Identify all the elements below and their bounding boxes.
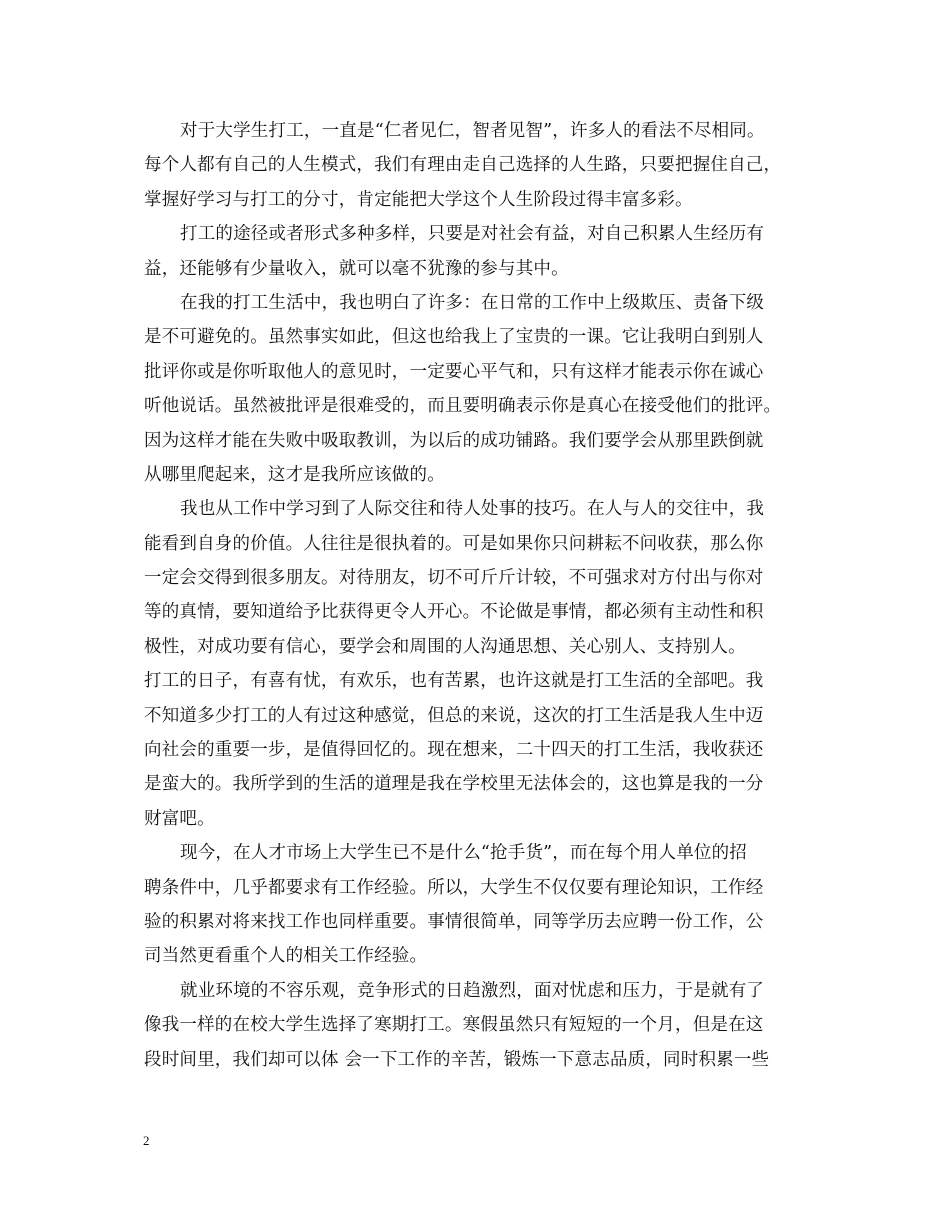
text-line: 司当然更看重个人的相关工作经验。 — [144, 946, 428, 967]
text-line: 对于大学生打工，一直是“仁者见仁，智者见智”，许多人的看法不尽相同。 — [180, 121, 765, 141]
text-line: 听他说话。虽然被批评是很难受的，而且要明确表示你是真心在接受他们的批评。 — [144, 396, 782, 417]
text-line: 从哪里爬起来，这才是我所应该做的。 — [144, 464, 445, 485]
text-line: 在我的打工生活中，我也明白了许多：在日常的工作中上级欺压、责备下级 — [180, 292, 765, 313]
text-line: 是蛮大的。我所学到的生活的道理是我在学校里无法体会的，这也算是我的一分 — [144, 774, 764, 795]
text-line: 向社会的重要一步，是值得回忆的。现在想来，二十四天的打工生活，我收获还 — [144, 740, 764, 761]
text-line: 批评你或是你听取他人的意见时，一定要心平气和，只有这样才能表示你在诚心 — [144, 361, 764, 382]
text-line: 一定会交得到很多朋友。对待朋友，切不可斤斤计较，不可强求对方付出与你对 — [144, 568, 764, 589]
text-line: 我也从工作中学习到了人际交往和待人处事的技巧。在人与人的交往中，我 — [180, 499, 765, 520]
text-line: 每个人都有自己的人生模式，我们有理由走自己选择的人生路，只要把握住自己， — [144, 155, 782, 176]
text-line: 是不可避免的。虽然事实如此，但这也给我上了宝贵的一课。它让我明白到别人 — [144, 327, 764, 348]
text-line: 现今，在人才市场上大学生已不是什么“抢手货”，而在每个用人单位的招 — [180, 843, 747, 864]
text-line: 掌握好学习与打工的分寸，肯定能把大学这个人生阶段过得丰富多彩。 — [144, 189, 693, 210]
document-body — [144, 114, 814, 1077]
text-line: 打工的途径或者形式多种多样，只要是对社会有益，对自己积累人生经历有 — [180, 224, 765, 245]
text-line: 益，还能够有少量收入，就可以毫不犹豫的参与其中。 — [144, 258, 569, 279]
text-line: 能看到自身的价值。人往往是很执着的。可是如果你只问耕耘不问收获，那么你 — [144, 533, 764, 554]
text-line: 就业环境的不容乐观，竞争形式的日趋激烈，面对忧虑和压力，于是就有了 — [180, 980, 765, 1001]
text-line: 聘条件中，几乎都要求有工作经验。所以，大学生不仅仅要有理论知识，工作经 — [144, 877, 764, 898]
text-line: 验的积累对将来找工作也同样重要。事情很简单，同等学历去应聘一份工作，公 — [144, 911, 764, 932]
text-line: 段时间里，我们却可以体 会一下工作的辛苦，锻炼一下意志品质，同时积累一些 — [144, 1049, 770, 1070]
text-line: 打工的日子，有喜有忧，有欢乐，也有苦累，也许这就是打工生活的全部吧。我 — [144, 671, 764, 692]
text-line: 等的真情，要知道给予比获得更令人开心。不论做是事情，都必须有主动性和积 — [144, 602, 764, 623]
text-line: 不知道多少打工的人有过这种感觉，但总的来说，这次的打工生活是我人生中迈 — [144, 705, 764, 726]
text-line: 财富吧。 — [144, 808, 215, 829]
text-line: 像我一样的在校大学生选择了寒期打工。寒假虽然只有短短的一个月，但是在这 — [144, 1015, 764, 1036]
page-number: 2 — [143, 1133, 150, 1148]
text-line: 因为这样才能在失败中吸取教训，为以后的成功铺路。我们要学会从那里跌倒就 — [144, 430, 764, 451]
text-line: 极性，对成功要有信心，要学会和周围的人沟通思想、关心别人、支持别人。 — [144, 636, 746, 657]
